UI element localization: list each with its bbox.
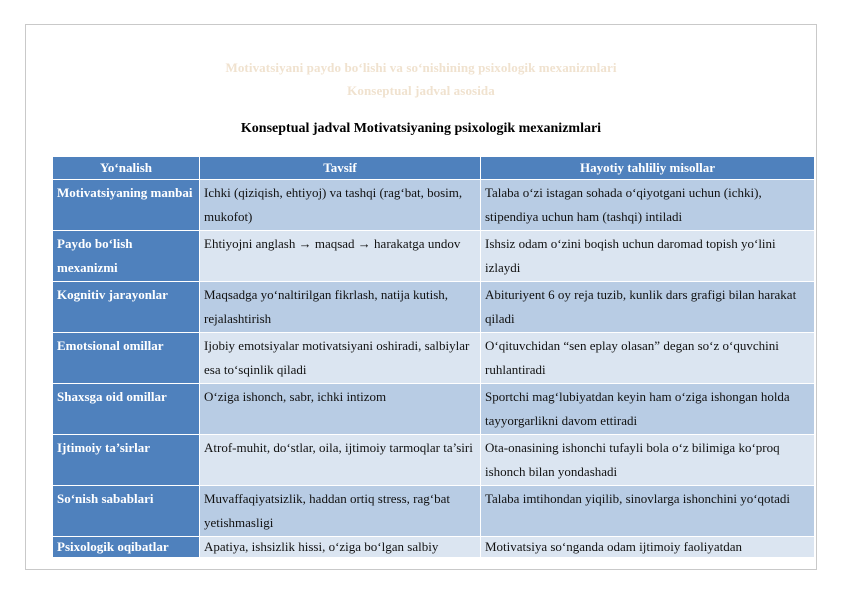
table-row [53, 180, 815, 231]
row-example: Motivatsiya so‘nganda odam ijtimoiy faoliyatdan [481, 537, 815, 558]
row-example: O‘qituvchidan “sen eplay olasan” degan so‘z o‘quvchini ruhlantiradi [481, 333, 815, 384]
row-example: Ota-onasining ishonchi tufayli bola o‘z bilimiga ko‘proq ishonch bilan yondashadi [481, 435, 815, 486]
table-header-row [53, 157, 815, 180]
table-row [53, 231, 815, 282]
table-row [53, 384, 815, 435]
row-direction: Paydo bo‘lish mexanizmi [53, 231, 200, 282]
table-row [53, 435, 815, 486]
column-header-examples: Hayotiy tahliliy misollar [481, 157, 815, 180]
row-direction: So‘nish sabablari [53, 486, 200, 537]
concept-table [52, 156, 815, 558]
table-caption: Konseptual jadval Motivatsiyaning psixologik mexanizmlari [240, 121, 602, 136]
table-row [53, 282, 815, 333]
row-example: Abituriyent 6 oy reja tuzib, kunlik dars grafigi bilan harakat qiladi [481, 282, 815, 333]
row-description: O‘ziga ishonch, sabr, ichki intizom [200, 384, 481, 435]
faded-document-subtitle: Konseptual jadval asosida [347, 83, 495, 98]
row-example: Talaba o‘zi istagan sohada o‘qiyotgani uchun (ichki), stipendiya uchun ham (tashqi) intiladi [481, 180, 815, 231]
row-example: Ishsiz odam o‘zini boqish uchun daromad topish yo‘lini izlaydi [481, 231, 815, 282]
row-direction: Kognitiv jarayonlar [53, 282, 200, 333]
row-example: Talaba imtihondan yiqilib, sinovlarga ishonchini yo‘qotadi [481, 486, 815, 537]
row-direction: Ijtimoiy ta’sirlar [53, 435, 200, 486]
row-description: Ichki (qiziqish, ehtiyoj) va tashqi (rag‘bat, bosim, mukofot) [200, 180, 481, 231]
row-description: Ehtiyojni anglash → maqsad → harakatga undov [200, 231, 481, 282]
row-direction: Shaxsga oid omillar [53, 384, 200, 435]
row-description: Atrof-muhit, do‘stlar, oila, ijtimoiy tarmoqlar ta’siri [200, 435, 481, 486]
column-header-description: Tavsif [200, 157, 481, 180]
faded-document-title: Motivatsiyani paydo bo‘lishi va so‘nishining psixologik mexanizmlari [225, 60, 617, 75]
table-row [53, 333, 815, 384]
row-direction: Motivatsiyaning manbai [53, 180, 200, 231]
row-example: Sportchi mag‘lubiyatdan keyin ham o‘ziga ishongan holda tayyorgarlikni davom ettiradi [481, 384, 815, 435]
row-direction: Psixologik oqibatlar [53, 537, 200, 558]
row-description: Ijobiy emotsiyalar motivatsiyani oshiradi, salbiylar esa to‘sqinlik qiladi [200, 333, 481, 384]
column-header-direction: Yo‘nalish [53, 157, 200, 180]
row-direction: Emotsional omillar [53, 333, 200, 384]
row-description: Apatiya, ishsizlik hissi, o‘ziga bo‘lgan salbiy [200, 537, 481, 558]
table-row [53, 486, 815, 537]
table-row [53, 537, 815, 558]
row-description: Muvaffaqiyatsizlik, haddan ortiq stress, rag‘bat yetishmasligi [200, 486, 481, 537]
row-description: Maqsadga yo‘naltirilgan fikrlash, natija kutish, rejalashtirish [200, 282, 481, 333]
